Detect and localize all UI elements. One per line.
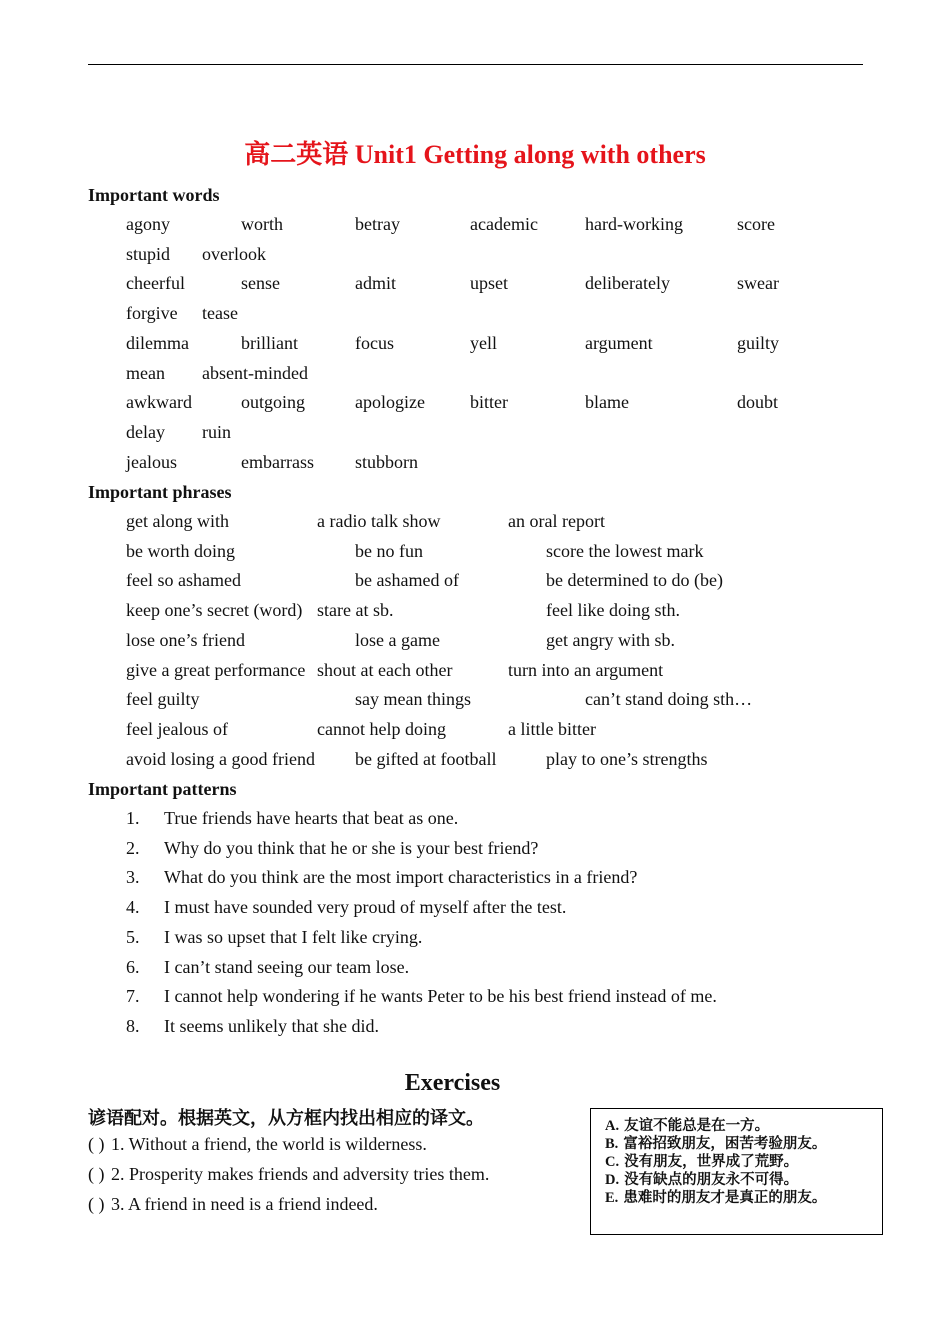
word-item: blame: [585, 392, 629, 413]
pattern-number: 6.: [126, 956, 140, 977]
answer-blank[interactable]: ( ): [88, 1194, 105, 1214]
option-item: [605, 1171, 882, 1189]
phrase-row: [0, 660, 950, 690]
word-row: [0, 273, 950, 303]
words-heading: Important words: [88, 185, 220, 205]
phrase-item: get angry with sb.: [546, 629, 675, 650]
phrase-item: score the lowest mark: [546, 540, 704, 561]
option-item: [605, 1153, 882, 1171]
pattern-number: 8.: [126, 1015, 140, 1036]
pattern-item: [0, 808, 950, 838]
pattern-number: 7.: [126, 986, 140, 1007]
word-row: [0, 363, 950, 393]
page-title: 高二英语 Unit1 Getting along with others: [244, 140, 706, 169]
phrase-row: [0, 749, 950, 779]
word-item: jealous: [126, 451, 177, 472]
phrase-item: an oral report: [508, 511, 605, 531]
word-item: argument: [585, 332, 653, 353]
option-text: 患难时的朋友才是真正的朋友。: [623, 1190, 827, 1206]
phrase-row: [0, 719, 950, 749]
pattern-text: What do you think are the most import characteristics in a friend?: [164, 867, 638, 888]
pattern-number: 5.: [126, 926, 140, 947]
word-item: stubborn: [355, 451, 418, 472]
phrase-item: play to one’s strengths: [546, 748, 708, 769]
pattern-number: 1.: [126, 808, 140, 828]
options-box: [590, 1108, 883, 1235]
pattern-item: [0, 867, 950, 897]
answer-blank[interactable]: ( ): [88, 1134, 105, 1154]
exercise-text: 3. A friend in need is a friend indeed.: [111, 1194, 378, 1214]
option-text: 富裕招致朋友，困苦考验朋友。: [623, 1136, 827, 1152]
word-item: guilty: [737, 332, 780, 353]
exercises-title: Exercises: [404, 1070, 501, 1096]
word-item: admit: [355, 273, 396, 294]
phrase-item: feel jealous of: [126, 718, 228, 739]
word-item: overlook: [202, 243, 266, 264]
word-item: cheerful: [126, 273, 185, 294]
word-item: outgoing: [241, 392, 306, 413]
exercise-item: [88, 1134, 427, 1155]
word-item: sense: [241, 273, 280, 294]
phrase-item: keep one’s secret (word): [126, 600, 303, 621]
option-letter: B.: [605, 1136, 619, 1152]
option-item: [605, 1117, 882, 1135]
word-row: [0, 214, 950, 244]
word-item: bitter: [470, 392, 508, 413]
option-item: [605, 1189, 882, 1207]
word-item: hard-working: [585, 214, 683, 234]
word-item: dilemma: [126, 332, 189, 353]
phrase-row: [0, 600, 950, 630]
word-item: swear: [737, 273, 779, 294]
pattern-text: I cannot help wondering if he wants Peter to be his best friend instead of me.: [164, 986, 717, 1007]
option-letter: D.: [605, 1172, 620, 1188]
phrase-row: [0, 630, 950, 660]
phrase-item: be determined to do (be): [546, 570, 723, 591]
word-item: delay: [126, 421, 165, 442]
phrase-item: get along with: [126, 511, 229, 531]
pattern-text: I was so upset that I felt like crying.: [164, 926, 423, 947]
word-item: embarrass: [241, 451, 314, 472]
exercise-text: 2. Prosperity makes friends and adversity tries them.: [111, 1164, 490, 1184]
phrase-row: [0, 689, 950, 719]
word-item: score: [737, 214, 775, 234]
pattern-number: 3.: [126, 867, 140, 888]
exercise-item: [88, 1194, 378, 1215]
pattern-text: I must have sounded very proud of myself after the test.: [164, 897, 567, 918]
pattern-item: [0, 838, 950, 868]
phrase-item: give a great performance: [126, 659, 306, 680]
exercise-text: 1. Without a friend, the world is wilderness.: [111, 1134, 427, 1154]
pattern-text: True friends have hearts that beat as one.: [164, 808, 459, 828]
word-item: stupid: [126, 243, 171, 264]
phrase-item: be gifted at football: [355, 748, 497, 769]
word-row: [0, 392, 950, 422]
pattern-item: [0, 986, 950, 1016]
phrase-item: avoid losing a good friend: [126, 748, 315, 769]
word-item: focus: [355, 332, 394, 353]
word-row: [0, 303, 950, 333]
option-item: [605, 1135, 882, 1153]
option-text: 没有缺点的朋友永不可得。: [624, 1172, 799, 1188]
word-row: [0, 422, 950, 452]
header-rule: [88, 64, 863, 65]
phrase-row: [0, 570, 950, 600]
pattern-text: Why do you think that he or she is your best friend?: [164, 837, 539, 858]
pattern-item: [0, 897, 950, 927]
exercises-instruction: 谚语配对。根据英文，从方框内找出相应的译文。: [88, 1108, 484, 1129]
option-letter: E.: [605, 1190, 619, 1206]
word-item: absent-minded: [202, 362, 308, 383]
pattern-number: 4.: [126, 897, 140, 918]
pattern-number: 2.: [126, 837, 140, 858]
word-item: yell: [470, 332, 497, 353]
word-item: tease: [202, 303, 238, 324]
word-item: ruin: [202, 421, 231, 442]
pattern-item: [0, 927, 950, 957]
phrases-heading: Important phrases: [88, 482, 232, 502]
pattern-item: [0, 957, 950, 987]
phrase-row: [0, 511, 950, 541]
word-item: awkward: [126, 392, 192, 413]
word-item: brilliant: [241, 332, 298, 353]
word-row: [0, 244, 950, 274]
phrase-item: be worth doing: [126, 540, 235, 561]
phrase-item: a radio talk show: [317, 511, 441, 531]
phrase-item: turn into an argument: [508, 659, 664, 680]
answer-blank[interactable]: ( ): [88, 1164, 105, 1184]
word-item: mean: [126, 362, 165, 383]
phrase-item: say mean things: [355, 689, 471, 710]
phrase-item: stare at sb.: [317, 600, 394, 621]
phrase-item: lose one’s friend: [126, 629, 245, 650]
phrase-item: can’t stand doing sth…: [585, 689, 753, 710]
phrase-item: feel guilty: [126, 689, 200, 710]
phrase-item: feel like doing sth.: [546, 600, 680, 621]
word-item: agony: [126, 214, 170, 234]
phrase-item: feel so ashamed: [126, 570, 241, 591]
option-letter: C.: [605, 1154, 620, 1170]
patterns-heading: Important patterns: [88, 779, 237, 799]
pattern-item: [0, 1016, 950, 1046]
phrase-item: a little bitter: [508, 718, 596, 739]
phrase-item: be no fun: [355, 540, 423, 561]
phrase-item: be ashamed of: [355, 570, 459, 591]
phrase-item: lose a game: [355, 629, 440, 650]
word-item: worth: [241, 214, 283, 234]
word-item: betray: [355, 214, 400, 234]
word-item: deliberately: [585, 273, 670, 294]
phrase-item: shout at each other: [317, 659, 453, 680]
phrase-item: cannot help doing: [317, 718, 446, 739]
word-row: [0, 333, 950, 363]
word-item: apologize: [355, 392, 425, 413]
phrase-row: [0, 541, 950, 571]
option-letter: A.: [605, 1118, 620, 1134]
word-item: academic: [470, 214, 538, 234]
option-text: 友谊不能总是在一方。: [624, 1118, 770, 1134]
word-item: doubt: [737, 392, 779, 413]
exercise-item: [88, 1164, 489, 1185]
word-row: [0, 452, 950, 482]
option-text: 没有朋友，世界成了荒野。: [624, 1154, 799, 1170]
pattern-text: I can’t stand seeing our team lose.: [164, 956, 410, 977]
pattern-text: It seems unlikely that she did.: [164, 1015, 379, 1036]
word-item: forgive: [126, 303, 178, 324]
word-item: upset: [470, 273, 508, 294]
